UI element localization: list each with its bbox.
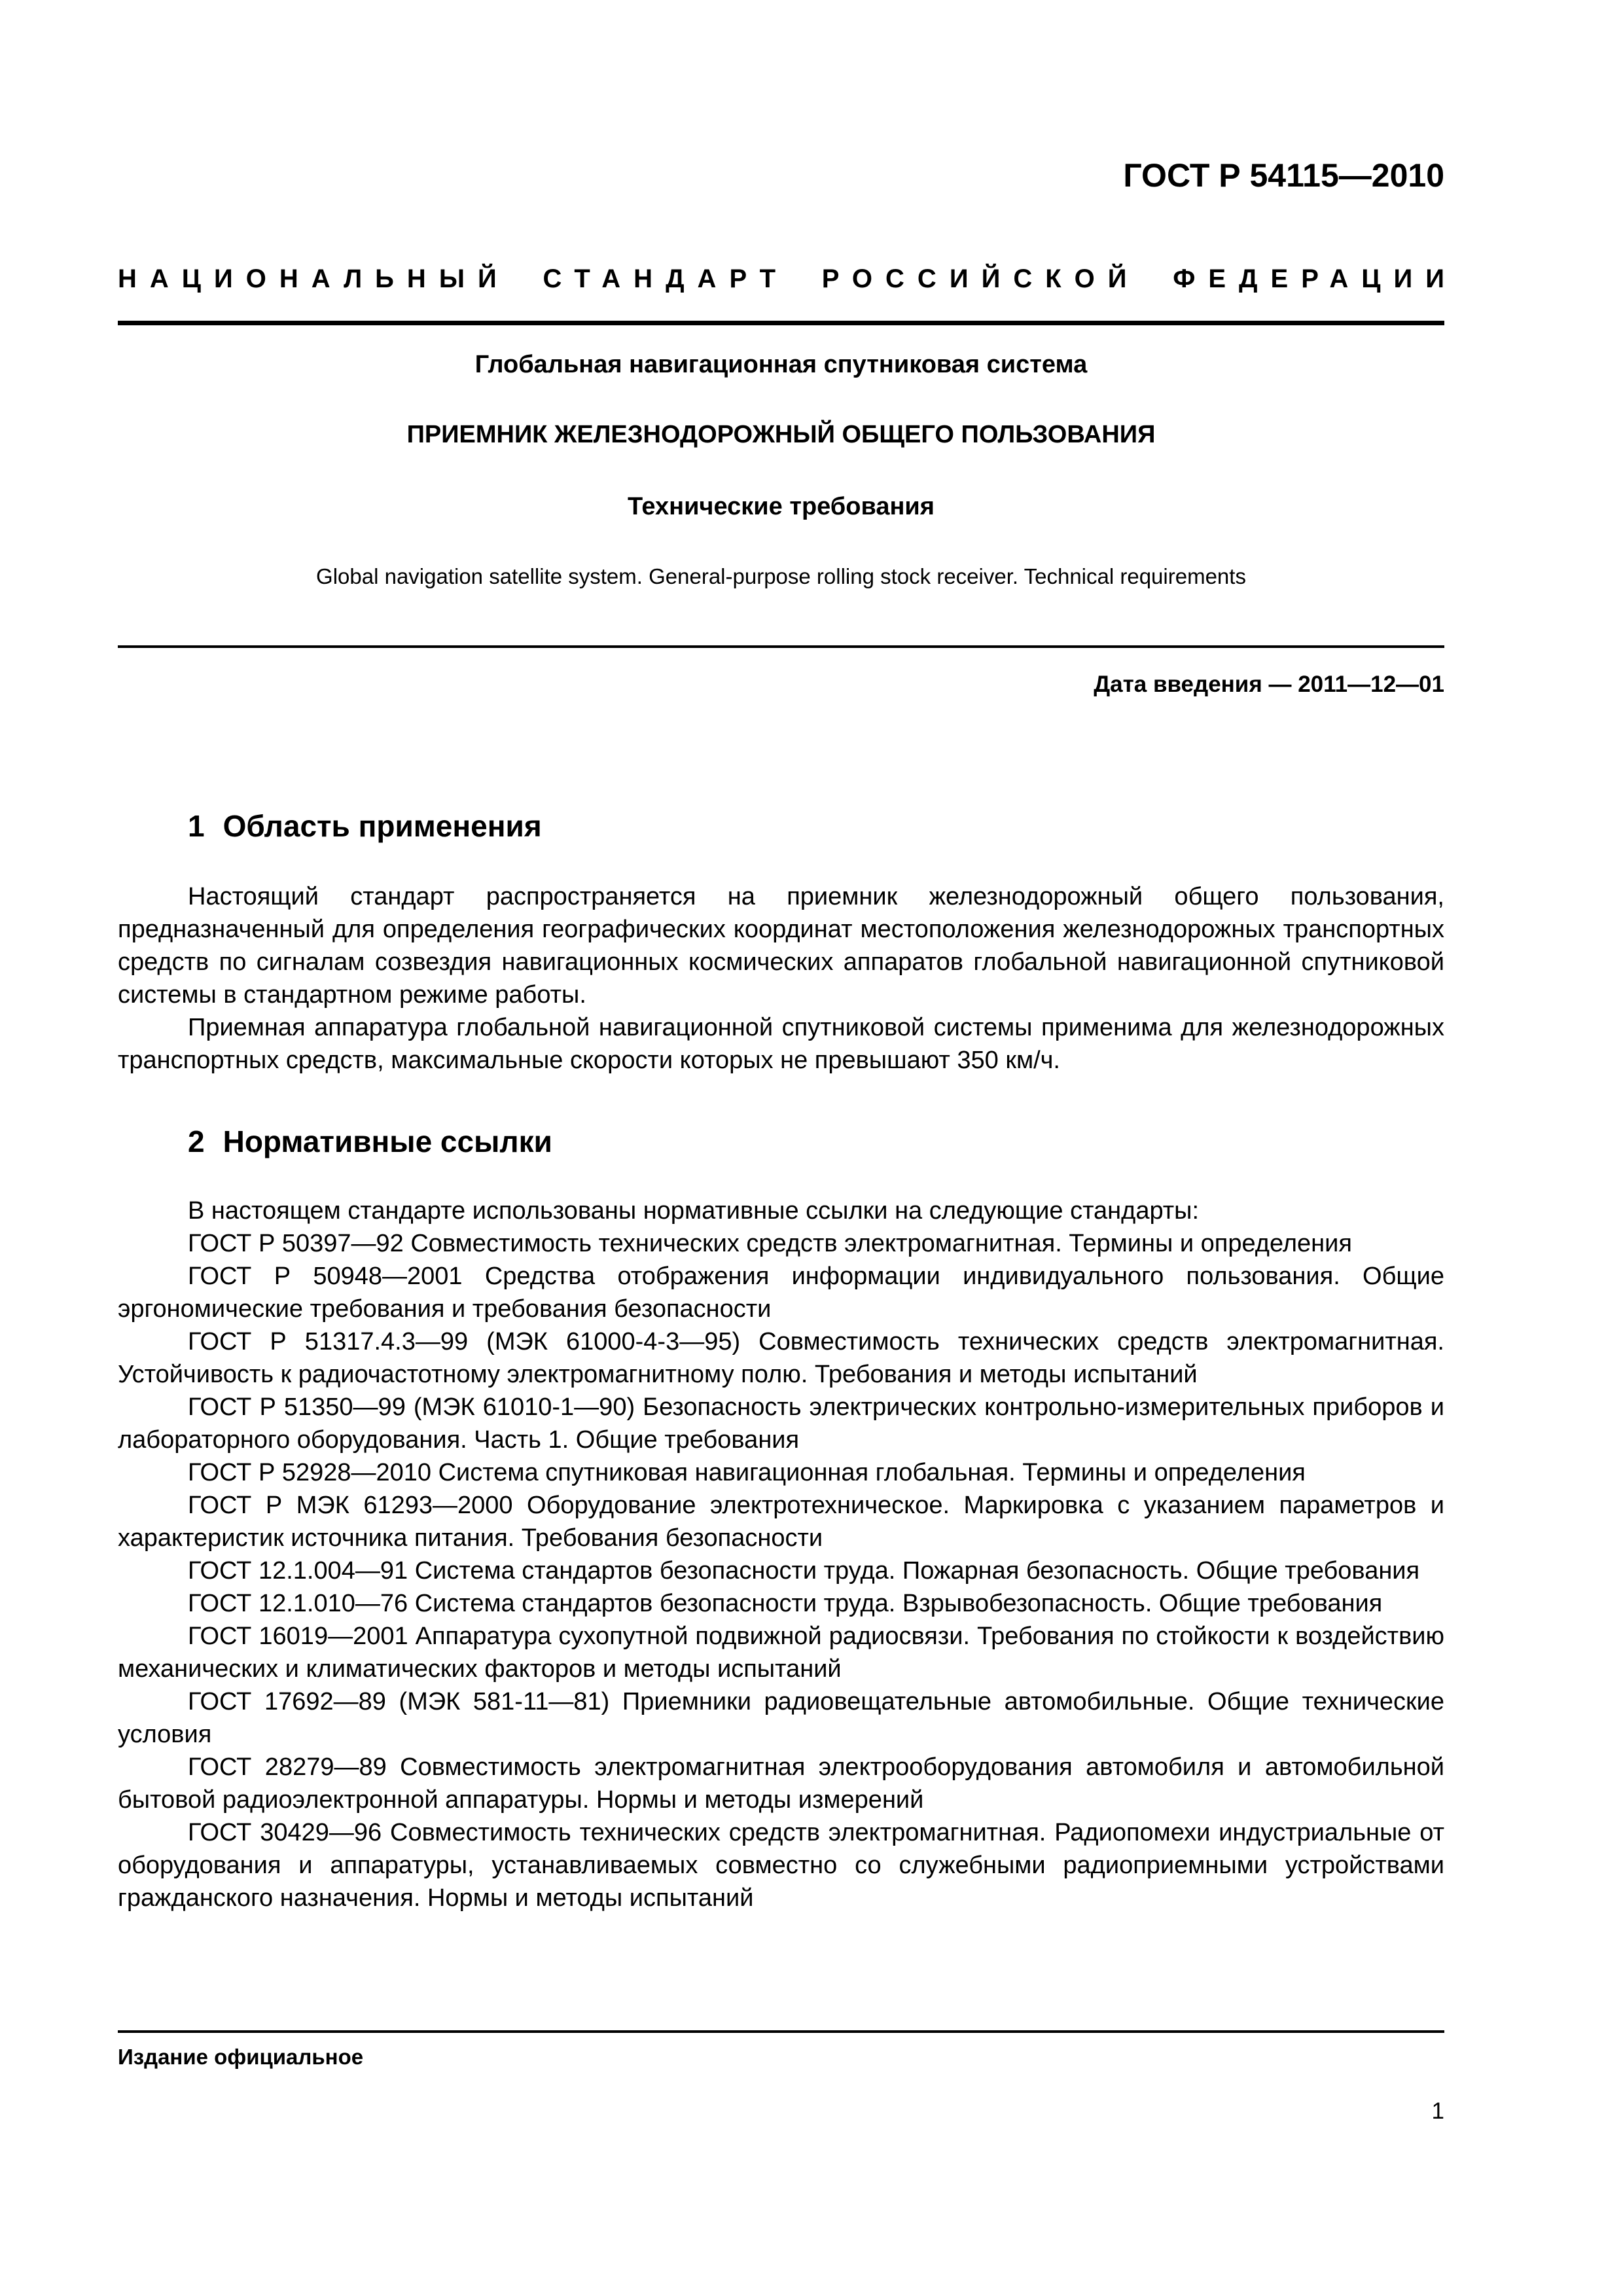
footer-divider (118, 2030, 1444, 2033)
official-edition-note: Издание официальное (118, 2045, 364, 2069)
reference-item: ГОСТ Р МЭК 61293—2000 Оборудование электротехническое. Маркировка с указанием параметров и характеристик источника питания. Требования безопасности (118, 1492, 1444, 1552)
reference-item: ГОСТ 12.1.010—76 Система стандартов безопасности труда. Взрывобезопасность. Общие требования (188, 1590, 1383, 1617)
reference-item: ГОСТ 16019—2001 Аппаратура сухопутной подвижной радиосвязи. Требования по стойкости к воздействию механических и климатических факторов и методы испытаний (118, 1623, 1444, 1683)
header-word: ФЕДЕРАЦИИ (1173, 264, 1457, 293)
title-divider (118, 645, 1444, 648)
section-title: Область применения (223, 809, 542, 843)
section-number: 2 (188, 1124, 205, 1158)
paragraph: В настоящем стандарте использованы нормативные ссылки на следующие стандарты: (188, 1197, 1200, 1225)
reference-item: ГОСТ Р 50948—2001 Средства отображения информации индивидуального пользования. Общие эргономические требования и требования безопасности (118, 1263, 1444, 1323)
section-heading-normative-references (188, 1124, 552, 1160)
reference-item: ГОСТ 17692—89 (МЭК 581-11—81) Приемники радиовещательные автомобильные. Общие технические условия (118, 1688, 1444, 1748)
document-subtitle: Технические требования (628, 493, 935, 520)
reference-item: ГОСТ 12.1.004—91 Система стандартов безопасности труда. Пожарная безопасность. Общие требования (188, 1557, 1420, 1585)
reference-item: ГОСТ Р 51350—99 (МЭК 61010-1—90) Безопасность электрических контрольно-измерительных приборов и лабораторного оборудования. Часть 1. Общие требования (118, 1393, 1444, 1454)
paragraph: Настоящий стандарт распространяется на приемник железнодорожный общего пользования, предназначенный для определения географических координат местоположения железнодорожных транспортных средств по сигналам созвездия навигационных космических аппаратов глобальной навигационной спутниковой системы в стандартном режиме работы. (118, 883, 1444, 1009)
section-number: 1 (188, 809, 205, 843)
english-title: Global navigation satellite system. General-purpose rolling stock receiver. Technical requirements (316, 564, 1246, 588)
reference-item: ГОСТ 28279—89 Совместимость электромагнитная электрооборудования автомобиля и автомобильной бытовой радиоэлектронной аппаратуры. Нормы и методы измерений (118, 1753, 1444, 1814)
section-heading-scope (188, 808, 542, 844)
reference-item: ГОСТ Р 50397—92 Совместимость технических средств электромагнитная. Термины и определения (188, 1230, 1352, 1257)
section-body-scope (118, 880, 1444, 1077)
page-number: 1 (1431, 2098, 1444, 2124)
paragraph: Приемная аппаратура глобальной навигационной спутниковой системы применима для железнодорожных транспортных средств, максимальные скорости которых не превышают 350 км/ч. (118, 1014, 1444, 1074)
header-divider (118, 321, 1444, 325)
document-title: ПРИЕМНИК ЖЕЛЕЗНОДОРОЖНЫЙ ОБЩЕГО ПОЛЬЗОВАНИЯ (406, 421, 1156, 448)
header-word: РОССИЙСКОЙ (821, 264, 1140, 293)
header-word: СТАНДАРТ (543, 264, 789, 293)
reference-item: ГОСТ Р 51317.4.3—99 (МЭК 61000-4-3—95) Совместимость технических средств электромагнитная. Устойчивость к радиочастотному электромагнитному полю. Требования и методы испытаний (118, 1328, 1444, 1388)
national-standard-header (118, 263, 1457, 295)
header-word: НАЦИОНАЛЬНЫЙ (118, 264, 510, 293)
reference-item: ГОСТ 30429—96 Совместимость технических средств электромагнитная. Радиопомехи индустриальные от оборудования и аппаратуры, устанавливаемых совместно со служебными радиоприемными устройствами гражданского назначения. Нормы и методы испытаний (118, 1819, 1444, 1912)
intro-date: Дата введения — 2011—12—01 (1094, 672, 1444, 697)
document-topic: Глобальная навигационная спутниковая система (474, 351, 1088, 378)
reference-item: ГОСТ Р 52928—2010 Система спутниковая навигационная глобальная. Термины и определения (188, 1459, 1306, 1486)
gost-code: ГОСТ Р 54115—2010 (1123, 157, 1444, 194)
section-title: Нормативные ссылки (223, 1124, 552, 1158)
section-body-normative-references (118, 1194, 1444, 1914)
